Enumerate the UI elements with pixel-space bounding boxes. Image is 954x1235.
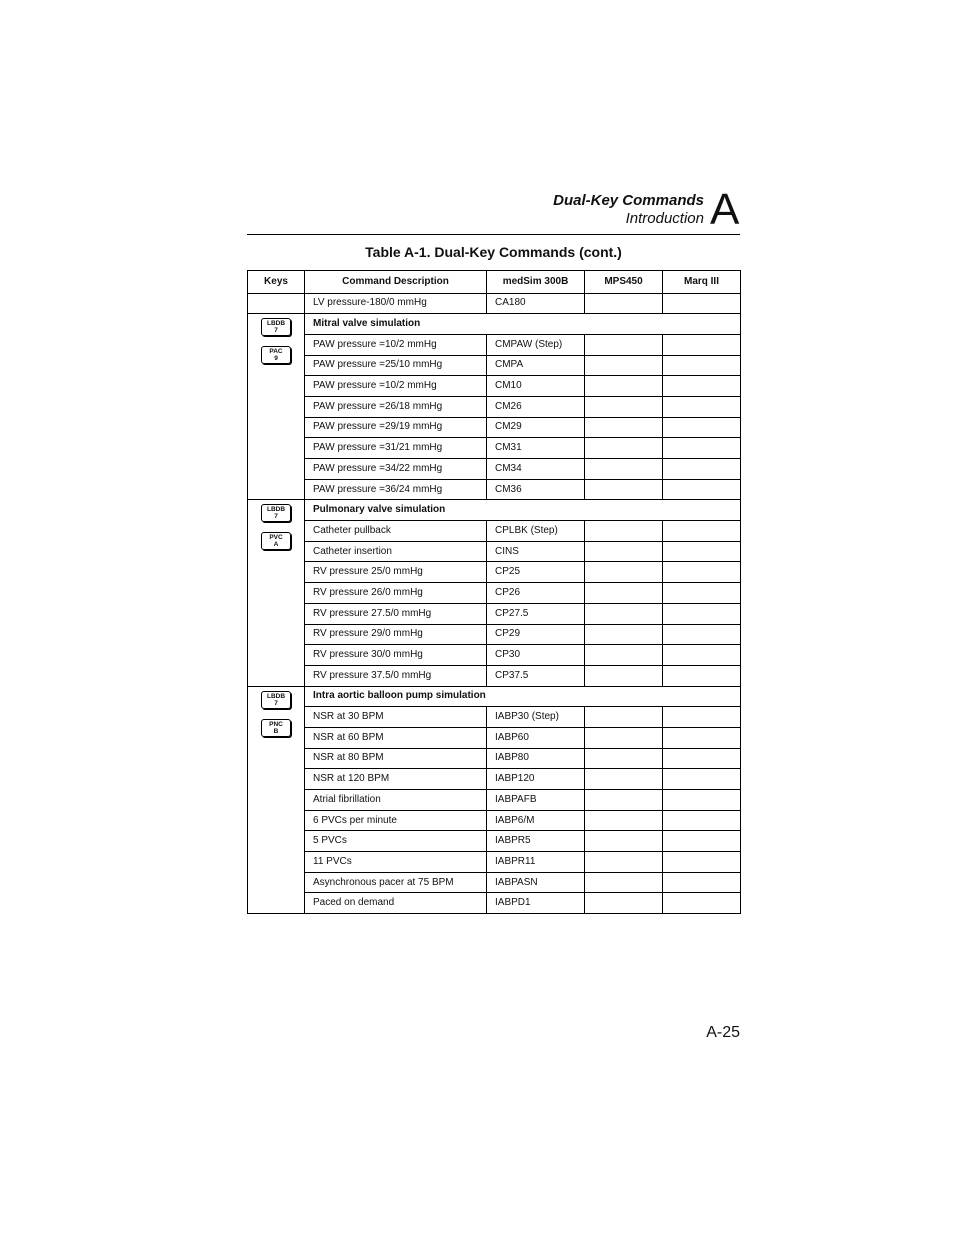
mps450-cell — [585, 521, 663, 542]
mps450-cell — [585, 376, 663, 397]
table-row — [248, 645, 741, 666]
keycap-icon — [261, 504, 291, 522]
description-cell: RV pressure 25/0 mmHg — [305, 562, 487, 583]
mps450-cell — [585, 748, 663, 769]
marq-cell — [663, 293, 741, 314]
description-cell: PAW pressure =31/21 mmHg — [305, 438, 487, 459]
section-heading: Pulmonary valve simulation — [305, 500, 741, 521]
column-header-medsim: medSim 300B — [487, 271, 585, 294]
description-cell: NSR at 80 BPM — [305, 748, 487, 769]
table-row — [248, 334, 741, 355]
table-row — [248, 583, 741, 604]
keycap-bottom-label: 7 — [274, 513, 278, 521]
mps450-cell — [585, 727, 663, 748]
section-heading: Mitral valve simulation — [305, 314, 741, 335]
marq-cell — [663, 355, 741, 376]
description-cell: RV pressure 30/0 mmHg — [305, 645, 487, 666]
marq-cell — [663, 665, 741, 686]
table-row — [248, 748, 741, 769]
description-cell: NSR at 30 BPM — [305, 707, 487, 728]
keycap-top-label: LBDB — [266, 692, 286, 700]
keycap-top-label: LBDB — [266, 506, 286, 514]
marq-cell — [663, 479, 741, 500]
keycap-icon — [261, 691, 291, 709]
table-row — [248, 603, 741, 624]
description-cell: PAW pressure =34/22 mmHg — [305, 459, 487, 480]
marq-cell — [663, 417, 741, 438]
medsim-cell: IABPR5 — [487, 831, 585, 852]
description-cell: NSR at 60 BPM — [305, 727, 487, 748]
marq-cell — [663, 334, 741, 355]
header-rule — [247, 234, 740, 235]
description-cell: Atrial fibrillation — [305, 790, 487, 811]
keys-cell — [248, 686, 305, 914]
section-heading: Intra aortic balloon pump simulation — [305, 686, 741, 707]
mps450-cell — [585, 893, 663, 914]
keycap-icon — [261, 318, 291, 336]
description-cell: RV pressure 26/0 mmHg — [305, 583, 487, 604]
marq-cell — [663, 603, 741, 624]
keycap-bottom-label: 7 — [274, 327, 278, 335]
marq-cell — [663, 748, 741, 769]
keycap-top-label: PVC — [269, 534, 283, 542]
table-row — [248, 479, 741, 500]
appendix-letter: A — [710, 185, 740, 234]
mps450-cell — [585, 665, 663, 686]
table-row — [248, 541, 741, 562]
keycap-icon — [261, 346, 291, 364]
marq-cell — [663, 521, 741, 542]
marq-cell — [663, 790, 741, 811]
description-cell: PAW pressure =29/19 mmHg — [305, 417, 487, 438]
marq-cell — [663, 727, 741, 748]
medsim-cell: CM26 — [487, 396, 585, 417]
medsim-cell: IABP120 — [487, 769, 585, 790]
mps450-cell — [585, 355, 663, 376]
medsim-cell: IABP6/M — [487, 810, 585, 831]
table-row — [248, 872, 741, 893]
table-row — [248, 521, 741, 542]
marq-cell — [663, 810, 741, 831]
mps450-cell — [585, 479, 663, 500]
description-cell: RV pressure 29/0 mmHg — [305, 624, 487, 645]
medsim-cell: IABP30 (Step) — [487, 707, 585, 728]
table-row — [248, 893, 741, 914]
mps450-cell — [585, 459, 663, 480]
marq-cell — [663, 852, 741, 873]
marq-cell — [663, 459, 741, 480]
column-header-marq: Marq III — [663, 271, 741, 294]
medsim-cell: IABP80 — [487, 748, 585, 769]
marq-cell — [663, 769, 741, 790]
mps450-cell — [585, 417, 663, 438]
column-header-keys: Keys — [248, 271, 305, 294]
medsim-cell: IABPASN — [487, 872, 585, 893]
section-header-row — [248, 500, 741, 521]
table-row — [248, 355, 741, 376]
table-row — [248, 396, 741, 417]
medsim-cell: CP27.5 — [487, 603, 585, 624]
medsim-cell: IABPR11 — [487, 852, 585, 873]
table-row — [248, 790, 741, 811]
description-cell: PAW pressure =10/2 mmHg — [305, 376, 487, 397]
table-row — [248, 562, 741, 583]
medsim-cell: CP29 — [487, 624, 585, 645]
medsim-cell: CP37.5 — [487, 665, 585, 686]
table-row — [248, 459, 741, 480]
marq-cell — [663, 707, 741, 728]
mps450-cell — [585, 583, 663, 604]
medsim-cell: IABP60 — [487, 727, 585, 748]
marq-cell — [663, 438, 741, 459]
keycap-bottom-label: B — [273, 727, 279, 735]
mps450-cell — [585, 438, 663, 459]
medsim-cell: CP30 — [487, 645, 585, 666]
marq-cell — [663, 376, 741, 397]
description-cell: PAW pressure =36/24 mmHg — [305, 479, 487, 500]
keys-cell — [248, 314, 305, 500]
mps450-cell — [585, 293, 663, 314]
page-number: A-25 — [706, 1024, 740, 1041]
keycap-bottom-label: 7 — [274, 699, 278, 707]
table-row — [248, 852, 741, 873]
table-title: Table A-1. Dual-Key Commands (cont.) — [365, 244, 622, 260]
medsim-cell: CM36 — [487, 479, 585, 500]
marq-cell — [663, 583, 741, 604]
dual-key-commands-table — [247, 270, 741, 914]
mps450-cell — [585, 810, 663, 831]
medsim-cell: CM34 — [487, 459, 585, 480]
keycap-top-label: PNC — [269, 720, 283, 728]
description-cell: Catheter insertion — [305, 541, 487, 562]
marq-cell — [663, 872, 741, 893]
keycap-icon — [261, 532, 291, 550]
medsim-cell: IABPD1 — [487, 893, 585, 914]
table-row — [248, 769, 741, 790]
mps450-cell — [585, 645, 663, 666]
marq-cell — [663, 831, 741, 852]
description-cell: PAW pressure =10/2 mmHg — [305, 334, 487, 355]
marq-cell — [663, 893, 741, 914]
description-cell: Paced on demand — [305, 893, 487, 914]
medsim-cell: CINS — [487, 541, 585, 562]
marq-cell — [663, 645, 741, 666]
section-header-row — [248, 686, 741, 707]
mps450-cell — [585, 769, 663, 790]
marq-cell — [663, 396, 741, 417]
description-cell: RV pressure 27.5/0 mmHg — [305, 603, 487, 624]
medsim-cell: CMPA — [487, 355, 585, 376]
medsim-cell: CMPAW (Step) — [487, 334, 585, 355]
medsim-cell: CA180 — [487, 293, 585, 314]
description-cell: PAW pressure =26/18 mmHg — [305, 396, 487, 417]
description-cell: PAW pressure =25/10 mmHg — [305, 355, 487, 376]
mps450-cell — [585, 872, 663, 893]
table-row — [248, 665, 741, 686]
medsim-cell: IABPAFB — [487, 790, 585, 811]
table-row — [248, 831, 741, 852]
description-cell: RV pressure 37.5/0 mmHg — [305, 665, 487, 686]
description-cell: Asynchronous pacer at 75 BPM — [305, 872, 487, 893]
medsim-cell: CM31 — [487, 438, 585, 459]
description-cell: 11 PVCs — [305, 852, 487, 873]
description-cell: NSR at 120 BPM — [305, 769, 487, 790]
mps450-cell — [585, 624, 663, 645]
table-row — [248, 727, 741, 748]
mps450-cell — [585, 562, 663, 583]
table-row — [248, 376, 741, 397]
mps450-cell — [585, 603, 663, 624]
column-header-mps450: MPS450 — [585, 271, 663, 294]
keycap-icon — [261, 719, 291, 737]
keycap-top-label: PAC — [269, 348, 283, 356]
table-header-row — [248, 271, 741, 294]
keys-cell — [248, 500, 305, 686]
description-cell: LV pressure-180/0 mmHg — [305, 293, 487, 314]
table-row — [248, 293, 741, 314]
mps450-cell — [585, 707, 663, 728]
column-header-description: Command Description — [305, 271, 487, 294]
table-row — [248, 438, 741, 459]
medsim-cell: CP26 — [487, 583, 585, 604]
mps450-cell — [585, 790, 663, 811]
table-row — [248, 810, 741, 831]
table-row — [248, 624, 741, 645]
mps450-cell — [585, 334, 663, 355]
mps450-cell — [585, 396, 663, 417]
description-cell: 5 PVCs — [305, 831, 487, 852]
keycap-bottom-label: A — [273, 541, 279, 549]
mps450-cell — [585, 852, 663, 873]
section-header-row — [248, 314, 741, 335]
marq-cell — [663, 562, 741, 583]
keycap-top-label: LBDB — [266, 320, 286, 328]
medsim-cell: CM10 — [487, 376, 585, 397]
medsim-cell: CP25 — [487, 562, 585, 583]
section-subtitle: Introduction — [625, 210, 704, 227]
medsim-cell: CPLBK (Step) — [487, 521, 585, 542]
keycap-bottom-label: 9 — [274, 355, 278, 363]
keys-cell — [248, 293, 305, 314]
mps450-cell — [585, 831, 663, 852]
section-title: Dual-Key Commands — [553, 192, 704, 209]
marq-cell — [663, 624, 741, 645]
table-row — [248, 417, 741, 438]
description-cell: Catheter pullback — [305, 521, 487, 542]
table-row — [248, 707, 741, 728]
marq-cell — [663, 541, 741, 562]
mps450-cell — [585, 541, 663, 562]
description-cell: 6 PVCs per minute — [305, 810, 487, 831]
medsim-cell: CM29 — [487, 417, 585, 438]
